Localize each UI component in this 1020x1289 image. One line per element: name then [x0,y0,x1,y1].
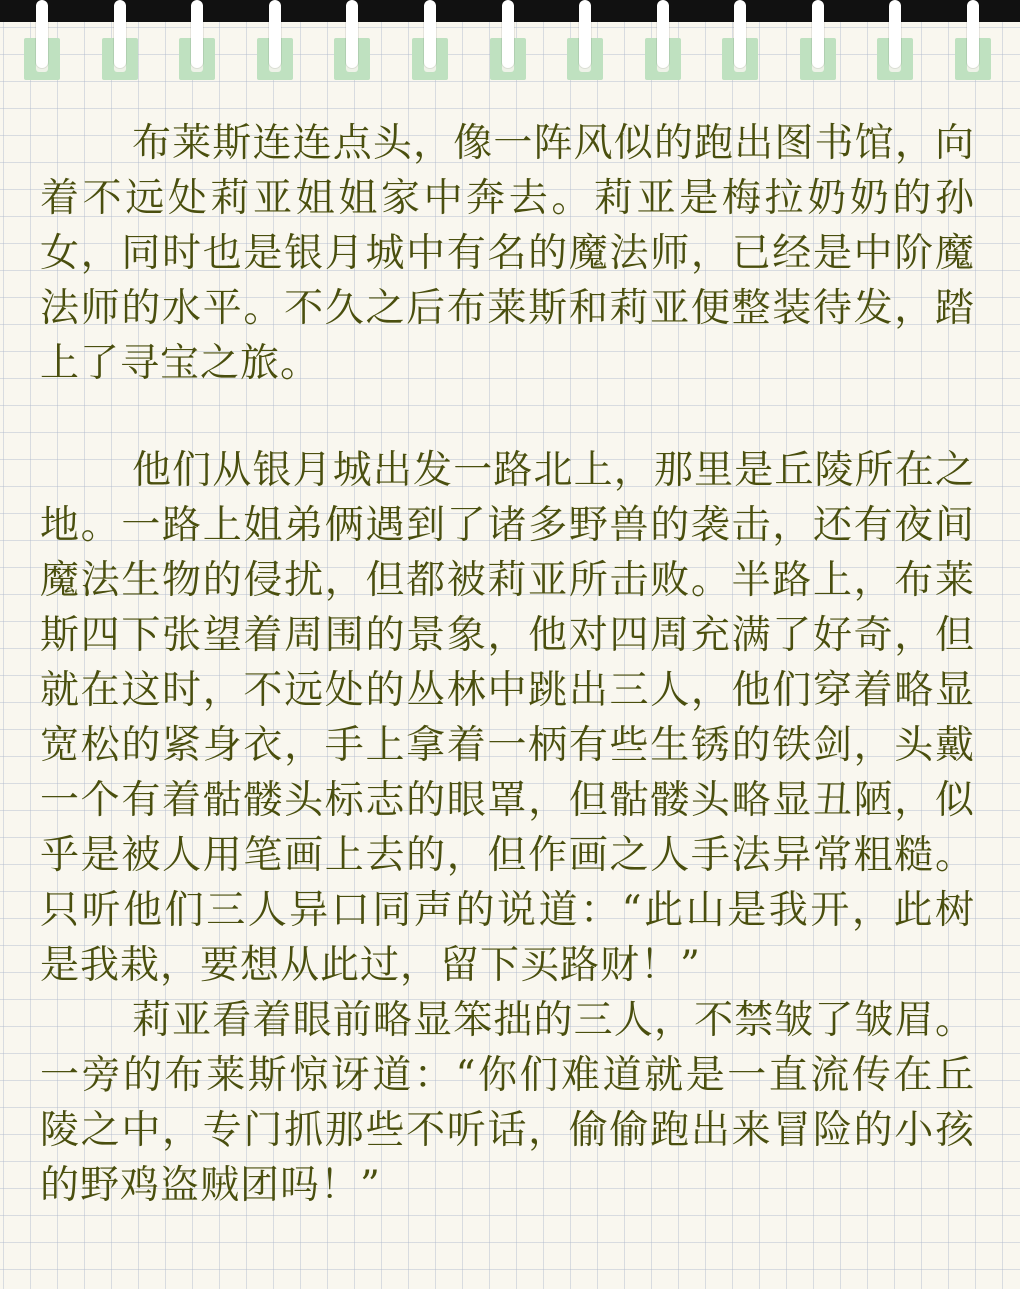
paragraph-1: 布莱斯连连点头，像一阵风似的跑出图书馆，向着不远处莉亚姐姐家中奔去。莉亚是梅拉奶奶的孙女，同时也是银月城中有名的魔法师，已经是中阶魔法师的水平。不久之后布莱斯和莉亚便整装待发，踏上了寻宝之旅。 [40,121,975,386]
binder-ring [102,0,138,82]
binder-ring [24,0,60,82]
binder-ring [955,0,991,82]
binder-ring [645,0,681,82]
binder-ring [722,0,758,82]
paragraph-2: 他们从银月城出发一路北上，那里是丘陵所在之地。一路上姐弟俩遇到了诸多野兽的袭击，还有夜间魔法生物的侵扰，但都被莉亚所击败。半路上，布莱斯四下张望着周围的景象，他对四周充满了好奇，但就在这时，不远处的丛林中跳出三人，他们穿着略显宽松的紧身衣，手上拿着一柄有些生锈的铁剑，头戴一个有着骷髅头标志的眼罩，但骷髅头略显丑陋，似乎是被人用笔画上去的，但作画之人手法异常粗糙。只听他们三人异口同声的说道：“此山是我开，此树是我栽，要想从此过，留下买路财！” [40,448,975,988]
binder-rings [0,0,1020,90]
binder-ring [877,0,913,82]
document-body [40,116,975,1213]
binder-ring [800,0,836,82]
binder-ring [490,0,526,82]
binder-ring [257,0,293,82]
binder-ring [179,0,215,82]
paragraph-3: 莉亚看着眼前略显笨拙的三人，不禁皱了皱眉。一旁的布莱斯惊讶道：“你们难道就是一直流传在丘陵之中，专门抓那些不听话，偷偷跑出来冒险的小孩的野鸡盗贼团吗！” [40,998,975,1208]
paragraph-spacer [40,391,975,443]
binder-ring [334,0,370,82]
binder-ring [412,0,448,82]
binder-ring [567,0,603,82]
